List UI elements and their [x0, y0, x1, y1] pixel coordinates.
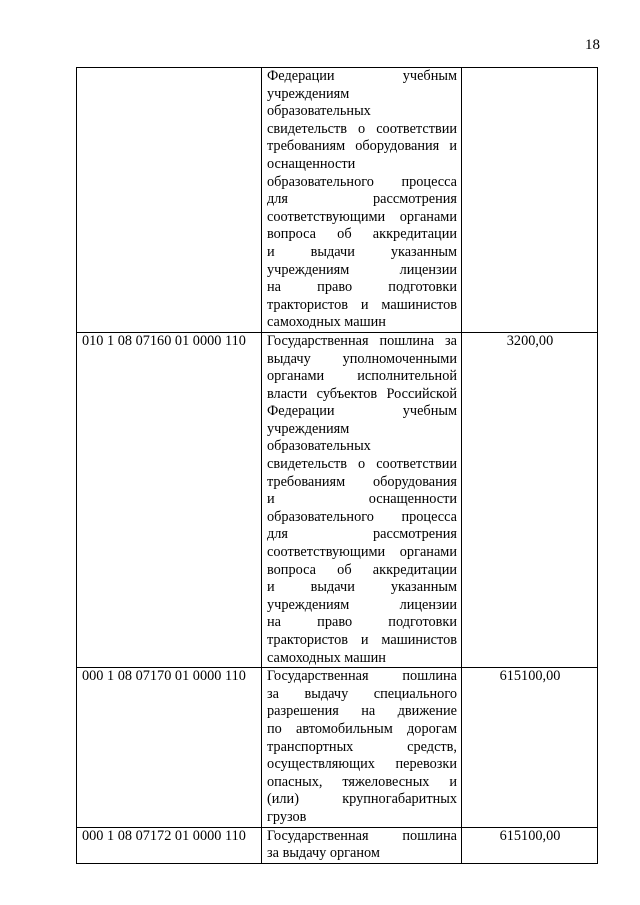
- revenue-name-line: образовательного процесса: [267, 508, 457, 525]
- revenue-name-line: вопроса об аккредитации: [267, 561, 457, 578]
- revenue-name-line: образовательного процесса: [267, 173, 457, 190]
- amount-cell: [462, 68, 598, 333]
- revenue-name-line: образовательных: [267, 438, 371, 455]
- amount-cell: 615100,00: [462, 827, 598, 863]
- revenue-name-cell: [262, 68, 462, 333]
- revenue-name-line: для рассмотрения: [267, 191, 457, 208]
- revenue-name-line: Федерации учебным: [267, 68, 457, 84]
- revenue-name-line: (или) крупногабаритных: [267, 791, 457, 808]
- budget-code-cell: 010 1 08 07160 01 0000 110: [77, 332, 262, 667]
- revenue-name-line: и выдачи указанным: [267, 243, 457, 260]
- amount-cell: 615100,00: [462, 668, 598, 827]
- budget-code-cell: [77, 68, 262, 333]
- revenue-name-line: соответствующими органами: [267, 208, 457, 225]
- revenue-name-line: на право подготовки: [267, 279, 457, 296]
- revenue-name-line: учреждениям лицензии: [267, 261, 457, 278]
- revenue-name-line: трактористов и машинистов: [267, 296, 457, 313]
- table-row: [77, 332, 598, 667]
- revenue-name-line: за выдачу органом: [267, 845, 380, 862]
- budget-code-cell: 000 1 08 07170 01 0000 110: [77, 668, 262, 827]
- revenue-name-cell: [262, 332, 462, 667]
- revenue-name-line: и оснащенности: [267, 491, 457, 508]
- revenue-name-line: образовательных: [267, 103, 371, 120]
- revenue-name-line: по автомобильным дорогам: [267, 720, 457, 737]
- revenue-name-line: учреждениям: [267, 420, 350, 437]
- table-row: [77, 668, 598, 827]
- table-body: [77, 68, 598, 864]
- revenue-name-line: требованиям оборудования и: [267, 138, 457, 155]
- revenue-name-line: для рассмотрения: [267, 526, 457, 543]
- budget-code-cell: 000 1 08 07172 01 0000 110: [77, 827, 262, 863]
- revenue-name-line: свидетельств о соответствии: [267, 120, 457, 137]
- revenue-name-cell: [262, 668, 462, 827]
- revenue-name-line: опасных, тяжеловесных и: [267, 773, 457, 790]
- revenue-name-line: соответствующими органами: [267, 544, 457, 561]
- revenue-name-cell: [262, 827, 462, 863]
- revenue-name-line: органами исполнительной: [267, 368, 457, 385]
- budget-revenue-table: [76, 67, 598, 864]
- page-number: 18: [585, 37, 600, 53]
- revenue-name-line: трактористов и машинистов: [267, 632, 457, 648]
- revenue-name-line: оснащенности: [267, 155, 356, 172]
- table-row: [77, 827, 598, 863]
- revenue-name-line: осуществляющих перевозки: [267, 756, 457, 773]
- revenue-name-line: Федерации учебным: [267, 403, 457, 420]
- revenue-name-line: разрешения на движение: [267, 703, 457, 720]
- revenue-name-line: вопроса об аккредитации: [267, 226, 457, 243]
- revenue-name-line: власти субъектов Российской: [267, 385, 457, 402]
- revenue-name-line: самоходных машин: [267, 649, 386, 666]
- revenue-name-line: самоходных машин: [267, 314, 386, 331]
- revenue-name-line: Государственная пошлина: [267, 668, 457, 685]
- revenue-name-line: требованиям оборудования: [267, 473, 457, 490]
- revenue-name-line: учреждениям: [267, 85, 350, 102]
- revenue-name-line: на право подготовки: [267, 614, 457, 631]
- revenue-name-line: и выдачи указанным: [267, 579, 457, 596]
- revenue-name-line: грузов: [267, 808, 307, 825]
- revenue-name-line: учреждениям лицензии: [267, 596, 457, 613]
- revenue-name-line: Государственная пошлина за: [267, 332, 457, 349]
- revenue-name-line: свидетельств о соответствии: [267, 456, 457, 473]
- revenue-name-line: выдачу уполномоченными: [267, 350, 457, 367]
- table-row: [77, 68, 598, 333]
- revenue-name-line: транспортных средств,: [267, 738, 457, 755]
- revenue-name-line: Государственная пошлина: [267, 827, 457, 844]
- revenue-name-line: за выдачу специального: [267, 685, 457, 702]
- amount-cell: 3200,00: [462, 332, 598, 667]
